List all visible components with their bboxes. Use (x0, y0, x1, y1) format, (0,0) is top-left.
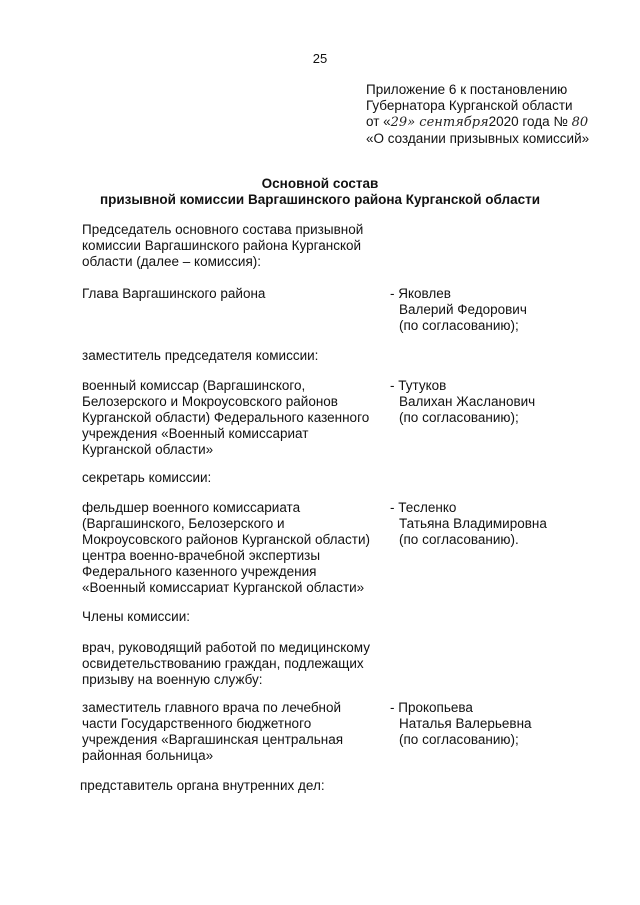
handwritten-date: 29» сентября (390, 115, 489, 130)
deputy-position: военный комиссар (Варгашинского, Белозерского и Мокроусовского районов Курганской области) Федерального казенного учреждения «Военный комиссариат Курганской области» (82, 378, 370, 457)
title-line-2: призывной комиссии Варгашинского района Курганской области (99, 192, 541, 207)
date-middle: 2020 года № (488, 114, 568, 129)
secretary-person: - Тесленко Татьяна Владимировна (по согласованию). (390, 500, 547, 547)
title-line-1: Основной состав (261, 176, 379, 191)
chairman-person: - Яковлев Валерий Федорович (по согласованию); (390, 286, 527, 333)
document-title (0, 176, 640, 208)
deputy-heading: заместитель председателя комиссии: (82, 348, 319, 363)
doctor-position: заместитель главного врача по лечебной части Государственного бюджетного учреждения «Варгашинская центральная районная больница» (82, 700, 344, 763)
secretary-position: фельдшер военного комиссариата (Варгашинского, Белозерского и Мокроусовского районов Курганской области) центра военно-врачебной экспертизы Федерального казенного учреждения «Военный комиссариат Курганской области» (82, 500, 371, 595)
appendix-block (366, 82, 638, 147)
appendix-line-4: «О создании призывных комиссий» (366, 131, 590, 146)
doctor-person: - Прокопьева Наталья Валерьевна (по согласованию); (390, 700, 532, 747)
chairman-heading: Председатель основного состава призывной комиссии Варгашинского района Курганской области (далее – комиссия): (82, 222, 364, 269)
appendix-line-2: Губернатора Курганской области (366, 98, 573, 113)
secretary-heading: секретарь комиссии: (82, 470, 212, 485)
page-number: 25 (312, 51, 328, 66)
police-heading: представитель органа внутренних дел: (80, 778, 325, 793)
handwritten-number: 80 (571, 115, 589, 130)
appendix-line-1: Приложение 6 к постановлению (366, 82, 568, 97)
date-prefix: от « (366, 114, 391, 129)
members-heading: Члены комиссии: (82, 609, 191, 624)
appendix-date-line (366, 114, 638, 131)
chairman-position: Глава Варгашинского района (82, 286, 266, 301)
doctor-heading: врач, руководящий работой по медицинскому освидетельствованию граждан, подлежащих призыву на военную службу: (82, 640, 370, 687)
deputy-person: - Тутуков Валихан Жасланович (по согласованию); (390, 378, 536, 425)
